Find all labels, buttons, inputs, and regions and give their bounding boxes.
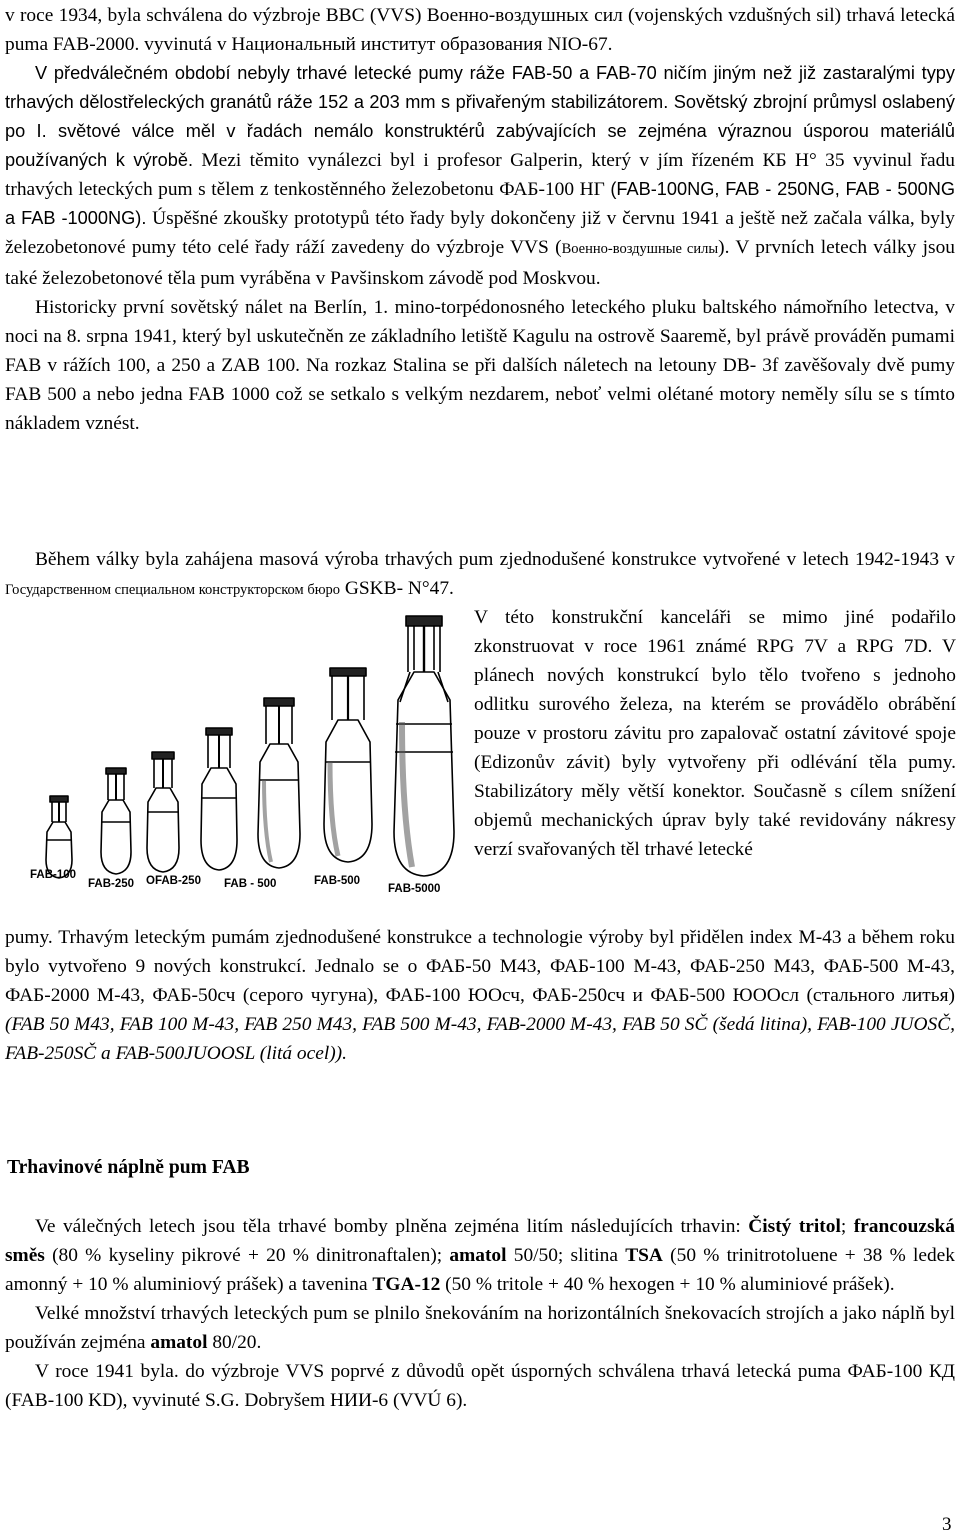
text-block-top xyxy=(5,1,955,438)
paragraph-galperin-sans: (FAB-100NG, FAB - 250NG, FAB - 500NG a FAB -1000NG). xyxy=(5,179,955,228)
bomb-illustration xyxy=(10,612,465,894)
paragraph-fillings xyxy=(5,1212,955,1299)
fillings-bold-tga12: TGA-12 xyxy=(372,1274,441,1295)
paragraph-intro: v roce 1934, byla schválena do výzbroje BBC (VVS) Военно-воздушных сил (vojenských vzdušných sil) trhavá letecká puma FAB-2000. vyvinutá v Национальный институт образования NIO-67. xyxy=(5,5,955,55)
paragraph-m43-normal: pumy. Trhavým leteckým pumám zjednodušené konstrukce a technologie výroby byl přidělen index M-43 a během roku bylo vytvořeno 9 nových konstrukcí. Jednalo se o ФАБ-50 М43, ФАБ-100 М-43, ФАБ-250 М43, ФАБ-500 М-43, ФАБ-2000 М-43, ФАБ-50сч (серого чугуна), ФАБ-100 ЮОсч, ФАБ-250сч и ФАБ-500 ЮООсл (стального литья) xyxy=(5,927,955,1006)
bomb-fab250-b xyxy=(147,752,179,872)
bomb-fab5000 xyxy=(394,616,454,876)
label-fab100: FAB-100 xyxy=(30,869,77,881)
label-fab500-a: FAB - 500 xyxy=(224,878,277,890)
bomb-fab100 xyxy=(46,796,72,878)
paragraph-prewar xyxy=(5,59,955,293)
fillings-bold-tritol: Čistý tritol xyxy=(748,1216,841,1237)
paragraph-mass-production-ru: Государственном специальном конструкторском бюро xyxy=(5,582,341,598)
fillings-text-3: (80 % kyseliny pikrové + 20 % dinitronaftalen); xyxy=(44,1245,450,1266)
label-fab5000: FAB-5000 xyxy=(388,883,441,894)
paragraph-galperin-ru: Военно-воздушные силы xyxy=(561,241,719,257)
bomb-fab500-b xyxy=(324,668,372,862)
paragraph-mass-production-end: GSKB- N°47. xyxy=(340,578,454,599)
fillings-text-4: 50/50; slitina xyxy=(506,1245,626,1266)
text-block-m43 xyxy=(5,923,955,1068)
fillings-text-2: ; xyxy=(840,1216,854,1237)
paragraph-galperin-b: Úspěšné zkoušky prototypů této řady byly dokončeny již v červnu 1941 a ještě než začala válka, byly železobetonové pumy této celé řady ráží zavedeny do výzbroje VVS ( xyxy=(5,208,956,258)
paragraph-berlin-raid: Historicky první sovětský nálet na Berlín, 1. mino-torpédonosného leteckého pluku baltského námořního letectva, v noci na 8. srpna 1941, který byl uskutečněn ze základního letiště Kagulu na ostrově Saaremě, byl právě prováděn pumami FAB v rážích 100, a 250 a ZAB 100. Na rozkaz Stalina se při dalších náletech na letouny DB- 3f zavěšovaly dvě pumy FAB 500 a nebo jedna FAB 1000 což se setkalo s velkým nezdarem, neboť velmi olétané motory neměly sílu se s tímto nákladem vznést. xyxy=(5,297,955,434)
label-fab500-b: FAB-500 xyxy=(314,875,361,887)
label-fab250-a: FAB-250 xyxy=(88,878,135,890)
fillings-bold-french-mix: francouzská směs xyxy=(5,1216,955,1266)
text-block-fillings xyxy=(5,1212,955,1415)
text-block-gskb xyxy=(5,545,955,605)
section-heading: Trhavinové náplně pum FAB xyxy=(7,1157,250,1178)
bomb-illustration-svg xyxy=(10,612,465,894)
paragraph-galperin-c: ). V prvních letech války jsou také železobetonové těla pum vyráběna v Pavšinskom závodě pod Moskvou. xyxy=(5,237,955,289)
label-ofab250: OFAB-250 xyxy=(146,875,201,887)
bomb-fab250-a xyxy=(101,768,131,874)
paragraph-m43-italic: (FAB 50 M43, FAB 100 M-43, FAB 250 M43, FAB 500 M-43, FAB-2000 M-43, FAB 50 SČ (šedá litina), FAB-100 JUOSČ, FAB-250SČ a FAB-500JUOOSL (litá ocel)). xyxy=(5,1014,955,1064)
screw-text-2: 80/20. xyxy=(207,1332,262,1353)
bomb-fab500-a xyxy=(258,698,300,868)
paragraph-fab100kd: V roce 1941 byla. do výzbroje VVS poprvé z důvodů opět úsporných schválena trhavá letecká puma ФАБ-100 КД (FAB-100 KD), vyvinuté S.G. Dobryšem НИИ-6 (VVÚ 6). xyxy=(5,1361,955,1411)
paragraph-prewar-sans: V předválečném období nebyly trhavé letecké pumy ráže FAB-50 a FAB-70 ničím jiným než již zastaralými typy trhavých dělostřeleckých granátů ráže 152 a 203 mm s přivařeným stabilizátorem. Sovětský zbrojní průmysl oslabený po I. světové válce měl v řadách nemálo konstruktérů zabývajících se zejména výraznou úsporou materiálů používaných k výrobě. xyxy=(5,63,955,170)
page-number: 3 xyxy=(942,1514,952,1535)
text-block-side xyxy=(474,603,956,864)
screw-text-1: Velké množství trhavých leteckých pum se plnilo šnekováním na horizontálních šnekovacích strojích a jako náplň byl používán zejména xyxy=(5,1303,955,1353)
paragraph-side: V této konstrukční kanceláři se mimo jiné podařilo zkonstruovat v roce 1961 známé RPG 7V a RPG 7D. V plánech nových konstrukcí bylo tělo tvořeno s jednoho odlitku surového železa, na kterém se provádělo obrábění pouze v prostoru závitu pro zapalovač ostatní závitové spoje (Edizonův závit) byly vytvořeny při odlévání těla pumy. Stabilizátory měly větší konektor. Současně s cílem snížení objemů mechanických úprav byly také revidovány nákresy verzí svařovaných těl trhavé letecké xyxy=(474,607,956,860)
fillings-bold-tsa: TSA xyxy=(625,1245,663,1266)
paragraph-m43 xyxy=(5,923,955,1068)
paragraph-mass-production xyxy=(5,545,955,605)
fillings-text-1: Ve válečných letech jsou těla trhavé bomby plněna zejména litím následujících trhavin: xyxy=(35,1216,749,1237)
paragraph-galperin-a: Mezi těmito vynálezci byl i profesor Galperin, který v jím řízeném КБ Н° 35 vyvinul řadu trhavých leteckých pum s tělem z tenkostěnného železobetonu ФАБ-100 НГ xyxy=(5,150,955,200)
paragraph-screw-filling xyxy=(5,1299,955,1357)
screw-bold-amatol: amatol xyxy=(150,1332,208,1353)
paragraph-mass-production-start: Během války byla zahájena masová výroba trhavých pum zjednodušené konstrukce vytvořené v letech 1942-1943 v xyxy=(35,549,955,570)
fillings-text-5: (50 % trinitrotoluene + 38 % ledek amonný + 10 % aluminiový prášek) a tavenina xyxy=(5,1245,955,1295)
fillings-bold-amatol: amatol xyxy=(449,1245,507,1266)
bomb-ofab250 xyxy=(201,728,237,870)
fillings-text-6: (50 % tritole + 40 % hexogen + 10 % aluminiové prášek). xyxy=(440,1274,895,1295)
